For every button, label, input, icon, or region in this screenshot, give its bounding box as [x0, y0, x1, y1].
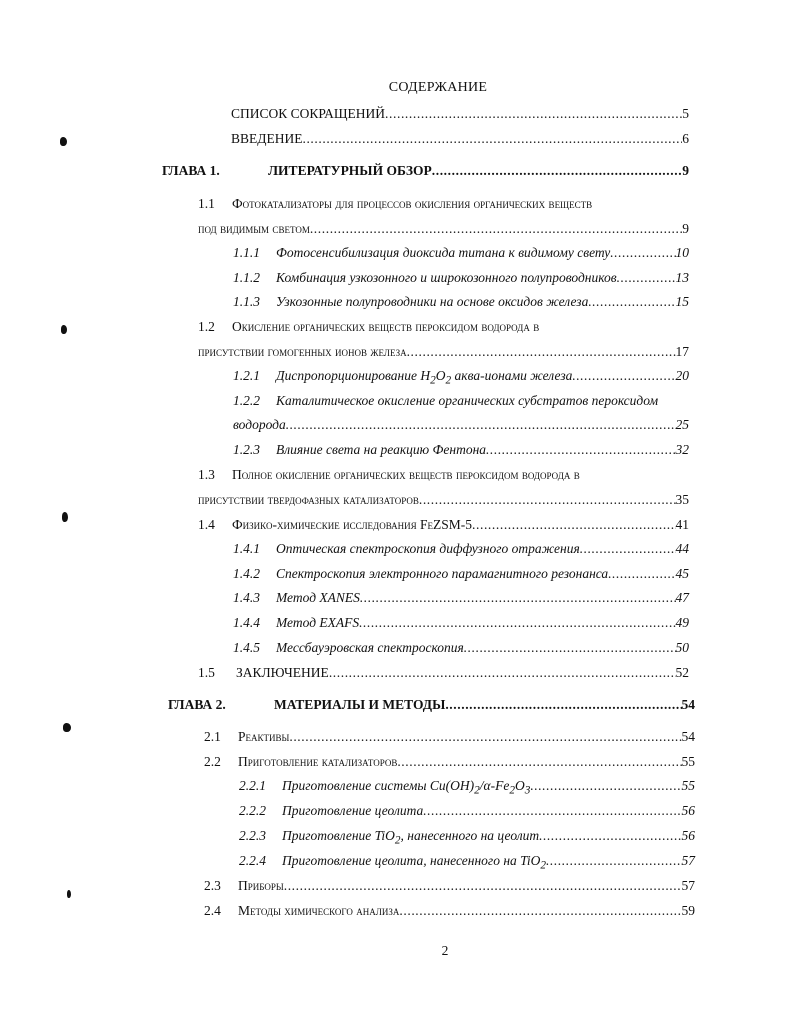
- toc-label: Приборы: [238, 878, 284, 893]
- toc-entry-1-4[interactable]: [198, 517, 689, 537]
- toc-label: Влияние света на реакцию Фентона: [276, 442, 487, 457]
- toc-label: Приготовление TiO$_2$, нанесенного на цеолит: [282, 828, 540, 847]
- toc-entry-2-1[interactable]: [204, 729, 695, 749]
- toc-section-number: 1.2.1: [233, 368, 260, 383]
- toc-leader-dots: [608, 566, 675, 582]
- toc-page-number: 32: [675, 442, 689, 457]
- toc-entry-1-3-line1[interactable]: [198, 467, 580, 483]
- toc-entry-1-2-line2[interactable]: [198, 344, 689, 364]
- toc-section-number: 1.3: [198, 467, 215, 482]
- toc-label: Мессбауэровская спектроскопия: [276, 640, 464, 655]
- toc-leader-dots: [359, 615, 675, 631]
- toc-label: под видимым светом: [198, 221, 310, 236]
- toc-section-number: 2.2.1: [239, 778, 266, 793]
- toc-entry-1-1-1[interactable]: [233, 245, 689, 265]
- toc-label: Реактивы: [238, 729, 290, 744]
- toc-leader-dots: [486, 442, 675, 458]
- toc-label: Фотосенсибилизация диоксида титана к видимому свету: [276, 245, 611, 260]
- toc-page-number: 17: [675, 344, 689, 359]
- toc-section-number: 1.4.1: [233, 541, 260, 556]
- toc-entry-1-4-4[interactable]: [233, 615, 689, 635]
- toc-section-number: 2.3: [204, 878, 221, 893]
- toc-entry-1-3-line2[interactable]: [198, 492, 689, 512]
- toc-leader-dots: [610, 245, 675, 261]
- toc-leader-dots: [329, 665, 676, 681]
- scan-speck: [62, 512, 68, 522]
- toc-leader-dots: [572, 368, 675, 384]
- toc-entry-2-3[interactable]: [204, 878, 695, 898]
- toc-leader-dots: [407, 344, 676, 360]
- toc-entry-chapter-2[interactable]: [168, 697, 695, 717]
- toc-entry-chapter-1[interactable]: [162, 163, 689, 183]
- toc-page-number: 20: [675, 368, 689, 383]
- toc-label: Приготовление цеолита, нанесенного на TiO$_2$: [282, 853, 547, 872]
- toc-label: Приготовление системы $Cu(OH)_2/\alpha-Fe_2O_3$: [282, 778, 531, 797]
- toc-entry-2-2-1[interactable]: [239, 778, 695, 798]
- toc-label: Узкозонные полупроводники на основе оксидов железа: [276, 294, 589, 309]
- toc-page-number: 57: [681, 853, 695, 868]
- toc-section-number: 1.1.2: [233, 270, 260, 285]
- toc-label: Метод XANES: [276, 590, 360, 605]
- toc-entry-1-4-3[interactable]: [233, 590, 689, 610]
- toc-entry-1-4-1[interactable]: [233, 541, 689, 561]
- toc-entry-1-4-5[interactable]: [233, 640, 689, 660]
- toc-leader-dots: [419, 492, 676, 508]
- toc-leader-dots: [286, 417, 676, 433]
- toc-leader-dots: [546, 853, 681, 869]
- toc-entry-1-1-line2[interactable]: [198, 221, 689, 241]
- toc-section-number: 1.1.3: [233, 294, 260, 309]
- toc-page-number: 15: [675, 294, 689, 309]
- page-number: 2: [441, 943, 449, 958]
- scan-speck: [61, 325, 67, 334]
- toc-section-number: 1.4.4: [233, 615, 260, 630]
- toc-section-number: 1.2.3: [233, 442, 260, 457]
- toc-entry-1-1-line1[interactable]: [198, 196, 592, 212]
- toc-entry-1-1-2[interactable]: [233, 270, 689, 290]
- toc-label: Физико-химические исследования FeZSM-5: [232, 517, 473, 532]
- toc-label: Оптическая спектроскопия диффузного отражения: [276, 541, 580, 556]
- toc-leader-dots: [397, 754, 681, 770]
- toc-label: СПИСОК СОКРАЩЕНИЙ: [231, 106, 386, 121]
- toc-page-number: 57: [681, 878, 695, 893]
- page-title: СОДЕРЖАНИЕ: [388, 80, 488, 95]
- toc-leader-dots: [617, 270, 676, 286]
- toc-section-number: 1.2: [198, 319, 215, 334]
- toc-section-number: 2.4: [204, 903, 221, 918]
- toc-entry-1-2-line1[interactable]: [198, 319, 539, 335]
- toc-leader-dots: [539, 828, 681, 844]
- toc-leader-dots: [385, 106, 682, 122]
- toc-entry-2-2-4[interactable]: [239, 853, 695, 873]
- toc-page-number: 52: [675, 665, 689, 680]
- toc-label: Методы химического анализа: [238, 903, 400, 918]
- toc-label: Полное окисление органических веществ пероксидом водорода в: [232, 467, 580, 482]
- toc-page-number: 49: [675, 615, 689, 630]
- toc-leader-dots: [580, 541, 676, 557]
- toc-entry-1-2-2-line1[interactable]: [233, 393, 658, 409]
- toc-chapter-number: ГЛАВА 1.: [162, 163, 220, 178]
- toc-section-number: 1.4.2: [233, 566, 260, 581]
- toc-page-number: 55: [681, 778, 695, 793]
- toc-entry-1-4-2[interactable]: [233, 566, 689, 586]
- toc-section-number: 1.2.2: [233, 393, 260, 408]
- toc-section-number: 1.4.5: [233, 640, 260, 655]
- toc-leader-dots: [588, 294, 675, 310]
- toc-label: ЛИТЕРАТУРНЫЙ ОБЗОР: [268, 163, 432, 178]
- toc-label: МАТЕРИАЛЫ И МЕТОДЫ: [274, 697, 446, 712]
- toc-page-number: 56: [681, 803, 695, 818]
- toc-label: Фотокатализаторы для процессов окисления органических веществ: [232, 196, 593, 211]
- toc-entry-1-2-3[interactable]: [233, 442, 689, 462]
- toc-entry-1-1-3[interactable]: [233, 294, 689, 314]
- toc-section-number: 1.5: [198, 665, 215, 680]
- toc-page-number: 45: [675, 566, 689, 581]
- toc-entry-1-2-1[interactable]: [233, 368, 689, 388]
- toc-leader-dots: [445, 697, 681, 713]
- toc-label: Метод EXAFS: [276, 615, 360, 630]
- toc-page-number: 35: [675, 492, 689, 507]
- toc-label: ВВЕДЕНИЕ: [231, 131, 303, 146]
- toc-page-number: 47: [675, 590, 689, 605]
- toc-leader-dots: [284, 878, 682, 894]
- scan-speck: [60, 137, 67, 146]
- toc-label: Спектроскопия электронного парамагнитного резонанса: [276, 566, 609, 581]
- toc-entry-abbreviations[interactable]: [231, 106, 689, 126]
- toc-entry-2-4[interactable]: [204, 903, 695, 923]
- toc-leader-dots: [310, 221, 682, 237]
- toc-leader-dots: [289, 729, 681, 745]
- toc-page-number: 9: [682, 221, 689, 236]
- toc-label: присутствии гомогенных ионов железа: [198, 344, 407, 359]
- toc-label: присутствии твердофазных катализаторов: [198, 492, 419, 507]
- toc-page-number: 10: [675, 245, 689, 260]
- toc-page-number: 9: [682, 163, 689, 178]
- scan-speck: [63, 723, 71, 732]
- toc-page-number: 6: [682, 131, 689, 146]
- toc-entry-2-2[interactable]: [204, 754, 695, 774]
- toc-label: Приготовление катализаторов: [238, 754, 398, 769]
- toc-section-number: 2.2: [204, 754, 221, 769]
- toc-leader-dots: [464, 640, 676, 656]
- toc-page-number: 13: [675, 270, 689, 285]
- toc-leader-dots: [432, 163, 683, 179]
- toc-section-number: 2.2.4: [239, 853, 266, 868]
- toc-section-number: 2.1: [204, 729, 221, 744]
- toc-leader-dots: [302, 131, 682, 147]
- scan-speck: [67, 890, 71, 898]
- toc-label: Диспропорционирование $H_2O_2$ аква-ионами железа: [276, 368, 573, 387]
- toc-page-number: 25: [675, 417, 689, 432]
- toc-page-number: 55: [681, 754, 695, 769]
- toc-leader-dots: [360, 590, 676, 606]
- toc-section-number: 2.2.3: [239, 828, 266, 843]
- toc-page-number: 5: [682, 106, 689, 121]
- toc-page-number: 56: [681, 828, 695, 843]
- toc-page-number: 59: [681, 903, 695, 918]
- toc-leader-dots: [423, 803, 681, 819]
- toc-section-number: 1.4.3: [233, 590, 260, 605]
- toc-chapter-number: ГЛАВА 2.: [168, 697, 226, 712]
- toc-entry-introduction[interactable]: [231, 131, 689, 151]
- toc-section-number: 1.1.1: [233, 245, 260, 260]
- toc-label: Окисление органических веществ пероксидом водорода в: [232, 319, 540, 334]
- toc-page-number: 54: [681, 729, 695, 744]
- toc-page-number: 50: [675, 640, 689, 655]
- toc-label: Каталитическое окисление органических субстратов пероксидом: [276, 393, 659, 408]
- toc-label: ЗАКЛЮЧЕНИЕ: [236, 665, 329, 680]
- toc-leader-dots: [530, 778, 681, 794]
- toc-entry-2-2-2[interactable]: [239, 803, 695, 823]
- toc-entry-2-2-3[interactable]: [239, 828, 695, 848]
- toc-leader-dots: [399, 903, 681, 919]
- toc-section-number: 1.4: [198, 517, 215, 532]
- toc-label: водорода: [233, 417, 286, 432]
- toc-entry-1-2-2-line2[interactable]: [233, 417, 689, 437]
- toc-page-number: 41: [675, 517, 689, 532]
- toc-page-number: 54: [681, 697, 695, 712]
- toc-label: Комбинация узкозонного и широкозонного полупроводников: [276, 270, 617, 285]
- toc-label: Приготовление цеолита: [282, 803, 424, 818]
- toc-section-number: 1.1: [198, 196, 215, 211]
- toc-page-number: 44: [675, 541, 689, 556]
- toc-section-number: 2.2.2: [239, 803, 266, 818]
- toc-entry-1-5[interactable]: [198, 665, 689, 685]
- toc-leader-dots: [472, 517, 675, 533]
